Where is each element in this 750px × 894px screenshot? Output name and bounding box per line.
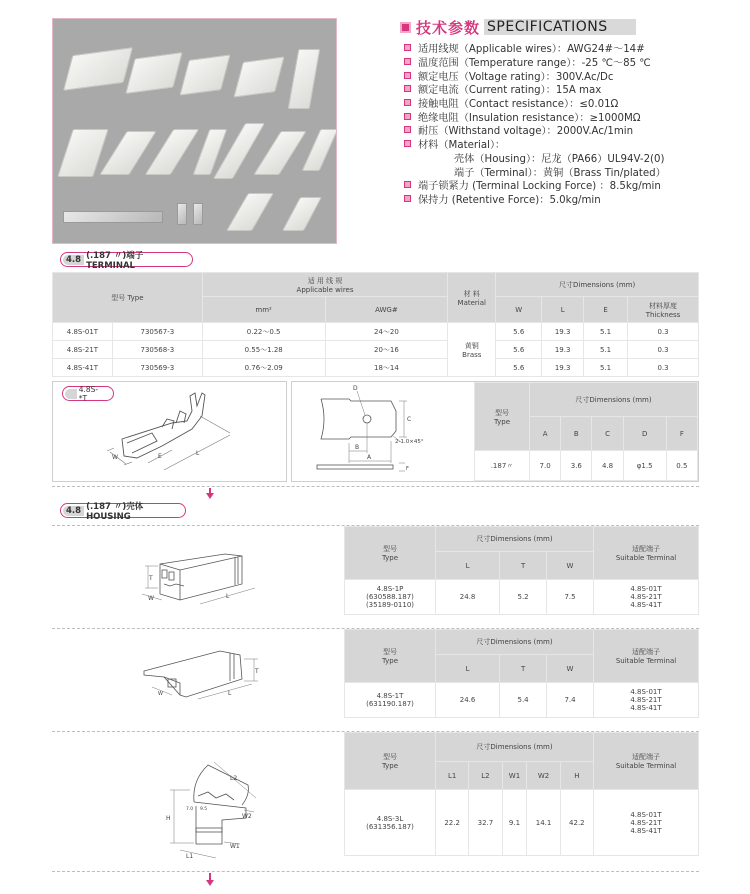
bullet-icon: [404, 181, 411, 188]
housing-1t-table: 型号 Type 尺寸Dimensions (mm) 适配端子 Suitable Terminal L T W 4.8S-1T (631190.187) 24.6 5.4 7.4 4.8S-01T 4.8S-21T 4.8S-41T: [344, 629, 699, 718]
spec-item: 材料（Material）：: [404, 137, 704, 151]
bullet-icon: [404, 85, 411, 92]
spec-item: 额定电流（Current rating）：15A max: [404, 82, 704, 96]
spec-item: 保持力 (Retentive Force)：5.0kg/min: [404, 192, 704, 206]
spec-item: 接触电阻（Contact resistance）：≤0.01Ω: [404, 96, 704, 110]
bullet-icon: [404, 58, 411, 65]
bullet-icon: [404, 126, 411, 133]
dim-w: W: [148, 595, 154, 602]
housing-1p-table: 型号 Type 尺寸Dimensions (mm) 适配端子 Suitable Terminal L T W 4.8S-1P (630588.187) (35189-0110) 24.8 5.2 7.5 4.8S-01T 4.8S-21T 4.8S-41T: [344, 526, 699, 615]
spec-subitem: 端子（Terminal）：黄铜（Brass Tin/plated）: [454, 167, 666, 179]
specifications-list: [404, 41, 704, 205]
arrow-down-icon: [206, 493, 214, 499]
dim-l: L: [228, 690, 232, 697]
dim-h: H: [166, 815, 171, 822]
dim-w1: W1: [230, 843, 240, 850]
bullet-icon: [404, 113, 411, 120]
dim-c: C: [407, 416, 412, 423]
spec-item: 温度范围（Temperature range）：-25 ℃～85 ℃: [404, 55, 704, 69]
table-row: .187〃 7.0 3.6 4.8 φ1.5 0.5: [475, 451, 698, 481]
title-en: SPECIFICATIONS: [484, 19, 636, 35]
bullet-icon: [404, 195, 411, 202]
dim-t: T: [149, 575, 153, 582]
dim-d: D: [353, 385, 358, 392]
spec-item: 适用线规（Applicable wires）：AWG24#～14#: [404, 41, 704, 55]
dim-l1: L1: [186, 853, 194, 860]
housing-3l-table: 型号 Type 尺寸Dimensions (mm) 适配端子 Suitable Terminal L1 L2 W1 W2 H 4.8S-3L (631356.187) 22.2 32.7 9.1 14.1 42.2 4.8S-01T 4.8S-21T 4.8S-41T: [344, 732, 699, 856]
title-square-icon: [400, 22, 411, 33]
dim-l: L: [196, 450, 200, 457]
dim-f: F: [406, 466, 409, 472]
tab-dimension-table: 型号 Type 尺寸Dimensions (mm) A B C D F .187〃 7.0 3.6 4.8 φ1.5 0.5: [474, 382, 698, 481]
bullet-icon: [404, 72, 411, 79]
divider: [52, 871, 699, 872]
dim-chamfer: 2-1.0×45°: [395, 439, 424, 445]
table-row: 4.8S-01T 730567-3 0.22～0.5 24～20 黄铜 Brass 5.6 19.3 5.1 0.3: [53, 323, 699, 341]
spec-item: 耐压（Withstand voltage）：2000V.Ac/1min: [404, 123, 704, 137]
dim-w: W: [112, 454, 118, 461]
dim-w: W: [158, 691, 163, 697]
dim-t: T: [255, 668, 259, 675]
housing-section-label: 4.8 (.187 〃)壳体 HOUSING: [60, 503, 186, 518]
terminal-drawing: [52, 381, 287, 482]
spec-item: 端子锁紧力 (Terminal Locking Force) ：8.5kg/min: [404, 178, 704, 192]
table-row: 4.8S-1T (631190.187) 24.6 5.4 7.4 4.8S-01T 4.8S-21T 4.8S-41T: [345, 683, 699, 718]
divider: [52, 486, 699, 487]
spec-item: 额定电压（Voltage rating）：300V.Ac/Dc: [404, 68, 704, 82]
arrow-down-icon: [206, 880, 214, 886]
housing-3l-drawing: [150, 740, 290, 865]
product-photo: [52, 18, 337, 244]
dim-l2: L2: [230, 775, 238, 782]
bullet-icon: [404, 44, 411, 51]
spec-item: 绝缘电阻（Insulation resistance）：≥1000MΩ: [404, 109, 704, 123]
title-cn: 技术参数: [416, 18, 481, 37]
table-row: 4.8S-41T 730569-3 0.76～2.09 18～14 5.6 19.3 5.1 0.3: [53, 359, 699, 377]
dim-b: B: [355, 444, 360, 451]
specifications-title: [400, 18, 636, 36]
terminal-table: 型号 Type 适 用 线 规 Applicable wires 材 料 Material 尺寸Dimensions (mm) mm² AWG# W L E 材料厚度 Thickness 4.8S-01T 730567-3 0.22～0.5 24～20 黄铜 Brass 5.6 19.3 5.1 0.3 4.8S-21T 730568-3 0.55～1.28 20～16 5.6 19.3 5.1 0.3 4.8S-41T 730569-3 0.76～2.09 18～14 5.6 19.3 5.1 0.3: [52, 272, 699, 377]
spec-subitem: 壳体（Housing）：尼龙（PA66）UL94V-2(0): [454, 153, 665, 165]
terminal-section-label: 4.8 (.187 〃)端子 TERMINAL: [60, 252, 193, 267]
table-row: 4.8S-3L (631356.187) 22.2 32.7 9.1 14.1 42.2 4.8S-01T 4.8S-21T 4.8S-41T: [345, 790, 699, 856]
dim-l: L: [226, 593, 230, 600]
dim-7: 7.0: [186, 807, 194, 812]
housing-1t-drawing: [130, 629, 290, 719]
housing-1p-drawing: [130, 526, 290, 621]
terminal-drawing-label: 4.8S-*T: [62, 386, 114, 401]
tab-drawing: [291, 381, 476, 482]
table-row: 4.8S-1P (630588.187) (35189-0110) 24.8 5.2 7.5 4.8S-01T 4.8S-21T 4.8S-41T: [345, 580, 699, 615]
bullet-icon: [404, 140, 411, 147]
table-row: 4.8S-21T 730568-3 0.55～1.28 20～16 5.6 19.3 5.1 0.3: [53, 341, 699, 359]
dim-w2: W2: [242, 813, 252, 820]
dim-a: A: [367, 454, 372, 461]
bullet-icon: [404, 99, 411, 106]
dim-e: E: [158, 453, 162, 460]
dim-9-5: 9.5: [200, 807, 208, 812]
